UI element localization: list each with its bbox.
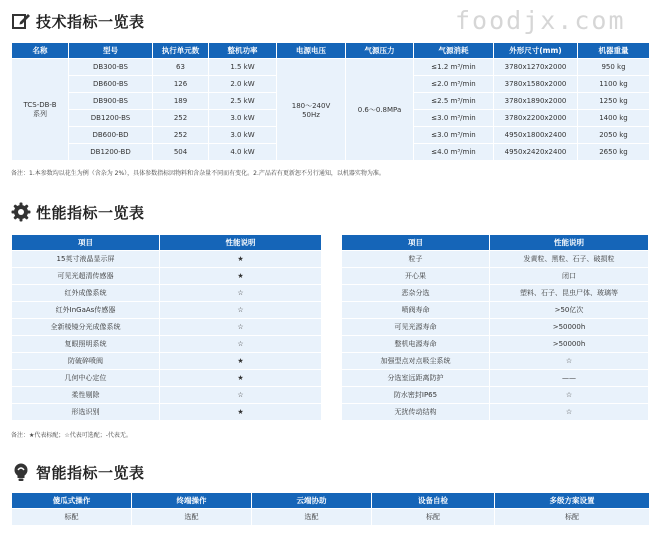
- perf-value-cell: >50亿次: [490, 302, 649, 319]
- perf-right-row: [342, 353, 649, 370]
- units-cell: 126: [153, 76, 209, 93]
- perf-right-row: [342, 268, 649, 285]
- tech-note: 备注：1.本参数均以花生为例（含杂为 2%），具体参数指标因物料和含杂量不同而有变化。2.产品若有更新恕不另行通知，以机器实物为准。: [11, 170, 385, 177]
- perf-value-cell: ☆: [490, 404, 649, 421]
- perf-value-cell: ★: [160, 370, 322, 387]
- perf-left-row: [12, 302, 322, 319]
- perf-left-row: [12, 285, 322, 302]
- perf-value-cell: 发黄粒、黑粒、石子、破损粒: [490, 251, 649, 268]
- size-cell: 3780x2200x2000: [494, 110, 578, 127]
- smart-cell: 标配: [372, 509, 495, 526]
- smart-row: [12, 509, 650, 526]
- perf-right-table: [341, 234, 649, 421]
- perf-header: 性能说明: [490, 235, 649, 251]
- perf-right-row: [342, 336, 649, 353]
- units-cell: 189: [153, 93, 209, 110]
- size-cell: 4950x1800x2400: [494, 127, 578, 144]
- perf-item-cell: 柔性剔除: [12, 387, 160, 404]
- perf-header: 项目: [342, 235, 490, 251]
- perf-item-cell: 红外成像系统: [12, 285, 160, 302]
- tech-title: 技术指标一览表: [36, 12, 145, 31]
- weight-cell: 1400 kg: [578, 110, 650, 127]
- perf-item-cell: 全新棱镜分光成像系统: [12, 319, 160, 336]
- perf-item-cell: 可见光源寿命: [342, 319, 490, 336]
- perf-left-row: [12, 353, 322, 370]
- bulb-icon: [11, 462, 31, 482]
- perf-left-row: [12, 251, 322, 268]
- smart-table: [11, 492, 650, 526]
- perf-left-row: [12, 336, 322, 353]
- perf-right-header-row: [342, 235, 649, 251]
- model-cell: DB1200-BS: [69, 110, 153, 127]
- perf-item-cell: 粒子: [342, 251, 490, 268]
- size-cell: 3780x1270x2000: [494, 59, 578, 76]
- voltage-line: 180～240V: [291, 101, 331, 110]
- smart-header: 云端协助: [252, 493, 372, 509]
- air-consumption-cell: ≤2.0 m³/min: [414, 76, 494, 93]
- perf-right-row: [342, 387, 649, 404]
- tech-header: 型号: [69, 43, 153, 59]
- perf-left-header-row: [12, 235, 322, 251]
- perf-value-cell: ★: [160, 353, 322, 370]
- tech-row: [12, 59, 650, 76]
- perf-value-cell: ★: [160, 251, 322, 268]
- model-cell: DB600-BD: [69, 127, 153, 144]
- smart-header: 傻瓜式操作: [12, 493, 132, 509]
- perf-item-cell: 红外InGaAs传感器: [12, 302, 160, 319]
- perf-value-cell: 闭口: [490, 268, 649, 285]
- voltage-line: 50Hz: [302, 110, 320, 119]
- edit-icon: [11, 11, 31, 31]
- tech-header: 执行单元数: [153, 43, 209, 59]
- perf-value-cell: >50000h: [490, 336, 649, 353]
- smart-header-row: [12, 493, 650, 509]
- gear-icon: [11, 202, 31, 222]
- size-cell: 4950x2420x2400: [494, 144, 578, 161]
- tech-header: 整机功率: [209, 43, 277, 59]
- perf-item-cell: 分选室远距离防护: [342, 370, 490, 387]
- perf-right-row: [342, 302, 649, 319]
- perf-item-cell: 几何中心定位: [12, 370, 160, 387]
- perf-value-cell: ——: [490, 370, 649, 387]
- weight-cell: 2650 kg: [578, 144, 650, 161]
- perf-item-cell: 喷阀寿命: [342, 302, 490, 319]
- perf-section-header: [11, 201, 145, 223]
- tech-section-header: [11, 10, 145, 32]
- model-cell: DB1200-BD: [69, 144, 153, 161]
- smart-header: 多级方案设置: [495, 493, 650, 509]
- weight-cell: 1250 kg: [578, 93, 650, 110]
- smart-cell: 标配: [12, 509, 132, 526]
- perf-left-row: [12, 370, 322, 387]
- perf-item-cell: 无扰传动结构: [342, 404, 490, 421]
- perf-header: 性能说明: [160, 235, 322, 251]
- air-consumption-cell: ≤3.0 m³/min: [414, 110, 494, 127]
- smart-cell: 选配: [252, 509, 372, 526]
- perf-value-cell: ☆: [160, 285, 322, 302]
- perf-value-cell: ☆: [160, 319, 322, 336]
- tech-header: 气源压力: [346, 43, 414, 59]
- power-cell: 4.0 kW: [209, 144, 277, 161]
- tech-header: 电源电压: [277, 43, 346, 59]
- power-cell: 3.0 kW: [209, 110, 277, 127]
- perf-value-cell: ☆: [160, 336, 322, 353]
- watermark: foodjx.com: [455, 6, 626, 35]
- units-cell: 252: [153, 110, 209, 127]
- perf-title: 性能指标一览表: [36, 203, 145, 222]
- perf-item-cell: 防水密封IP65: [342, 387, 490, 404]
- perf-item-cell: 防破碎喷阀: [12, 353, 160, 370]
- power-cell: 1.5 kW: [209, 59, 277, 76]
- tech-header: 名称: [12, 43, 69, 59]
- perf-item-cell: 复眼照明系统: [12, 336, 160, 353]
- air-consumption-cell: ≤2.5 m³/min: [414, 93, 494, 110]
- perf-left-row: [12, 268, 322, 285]
- series-name-cell: [12, 59, 69, 161]
- voltage-cell: [277, 59, 346, 161]
- model-cell: DB900-BS: [69, 93, 153, 110]
- air-consumption-cell: ≤3.0 m³/min: [414, 127, 494, 144]
- model-cell: DB300-BS: [69, 59, 153, 76]
- perf-right-row: [342, 285, 649, 302]
- perf-left-row: [12, 404, 322, 421]
- weight-cell: 1100 kg: [578, 76, 650, 93]
- power-cell: 3.0 kW: [209, 127, 277, 144]
- power-cell: 2.5 kW: [209, 93, 277, 110]
- smart-header: 终端操作: [132, 493, 252, 509]
- weight-cell: 2050 kg: [578, 127, 650, 144]
- air-consumption-cell: ≤4.0 m³/min: [414, 144, 494, 161]
- perf-item-cell: 加强型点对点吸尘系统: [342, 353, 490, 370]
- tech-header: 外形尺寸(mm): [494, 43, 578, 59]
- perf-item-cell: 恶杂分选: [342, 285, 490, 302]
- units-cell: 504: [153, 144, 209, 161]
- model-cell: DB600-BS: [69, 76, 153, 93]
- tech-table: [11, 42, 650, 161]
- perf-right-row: [342, 370, 649, 387]
- perf-right-row: [342, 404, 649, 421]
- perf-left-table: [11, 234, 322, 421]
- perf-value-cell: 塑料、石子、昆虫尸体、玻璃等: [490, 285, 649, 302]
- units-cell: 252: [153, 127, 209, 144]
- perf-right-row: [342, 251, 649, 268]
- smart-title: 智能指标一览表: [36, 463, 145, 482]
- size-cell: 3780x1580x2000: [494, 76, 578, 93]
- smart-cell: 标配: [495, 509, 650, 526]
- perf-note: 备注：★代表标配；☆代表可选配；-代表无。: [11, 432, 132, 439]
- perf-value-cell: ★: [160, 268, 322, 285]
- perf-value-cell: ★: [160, 404, 322, 421]
- perf-value-cell: >50000h: [490, 319, 649, 336]
- perf-right-row: [342, 319, 649, 336]
- units-cell: 63: [153, 59, 209, 76]
- pressure-cell: 0.6～0.8MPa: [346, 59, 414, 161]
- tech-header: 机器重量: [578, 43, 650, 59]
- perf-value-cell: ☆: [490, 387, 649, 404]
- perf-value-cell: ☆: [490, 353, 649, 370]
- smart-header: 设备自检: [372, 493, 495, 509]
- perf-item-cell: 整机电源寿命: [342, 336, 490, 353]
- perf-item-cell: 形选识别: [12, 404, 160, 421]
- series-name-line: TCS-DB-B: [23, 100, 57, 109]
- smart-section-header: [11, 461, 145, 483]
- perf-item-cell: 开心果: [342, 268, 490, 285]
- smart-cell: 选配: [132, 509, 252, 526]
- perf-value-cell: ☆: [160, 302, 322, 319]
- perf-header: 项目: [12, 235, 160, 251]
- perf-value-cell: ☆: [160, 387, 322, 404]
- perf-left-row: [12, 319, 322, 336]
- power-cell: 2.0 kW: [209, 76, 277, 93]
- perf-left-row: [12, 387, 322, 404]
- perf-item-cell: 可见光超清传感器: [12, 268, 160, 285]
- weight-cell: 950 kg: [578, 59, 650, 76]
- air-consumption-cell: ≤1.2 m³/min: [414, 59, 494, 76]
- tech-header-row: [12, 43, 650, 59]
- series-name-line: 系列: [33, 109, 47, 118]
- size-cell: 3780x1890x2000: [494, 93, 578, 110]
- perf-item-cell: 15英寸液晶显示屏: [12, 251, 160, 268]
- tech-header: 气源消耗: [414, 43, 494, 59]
